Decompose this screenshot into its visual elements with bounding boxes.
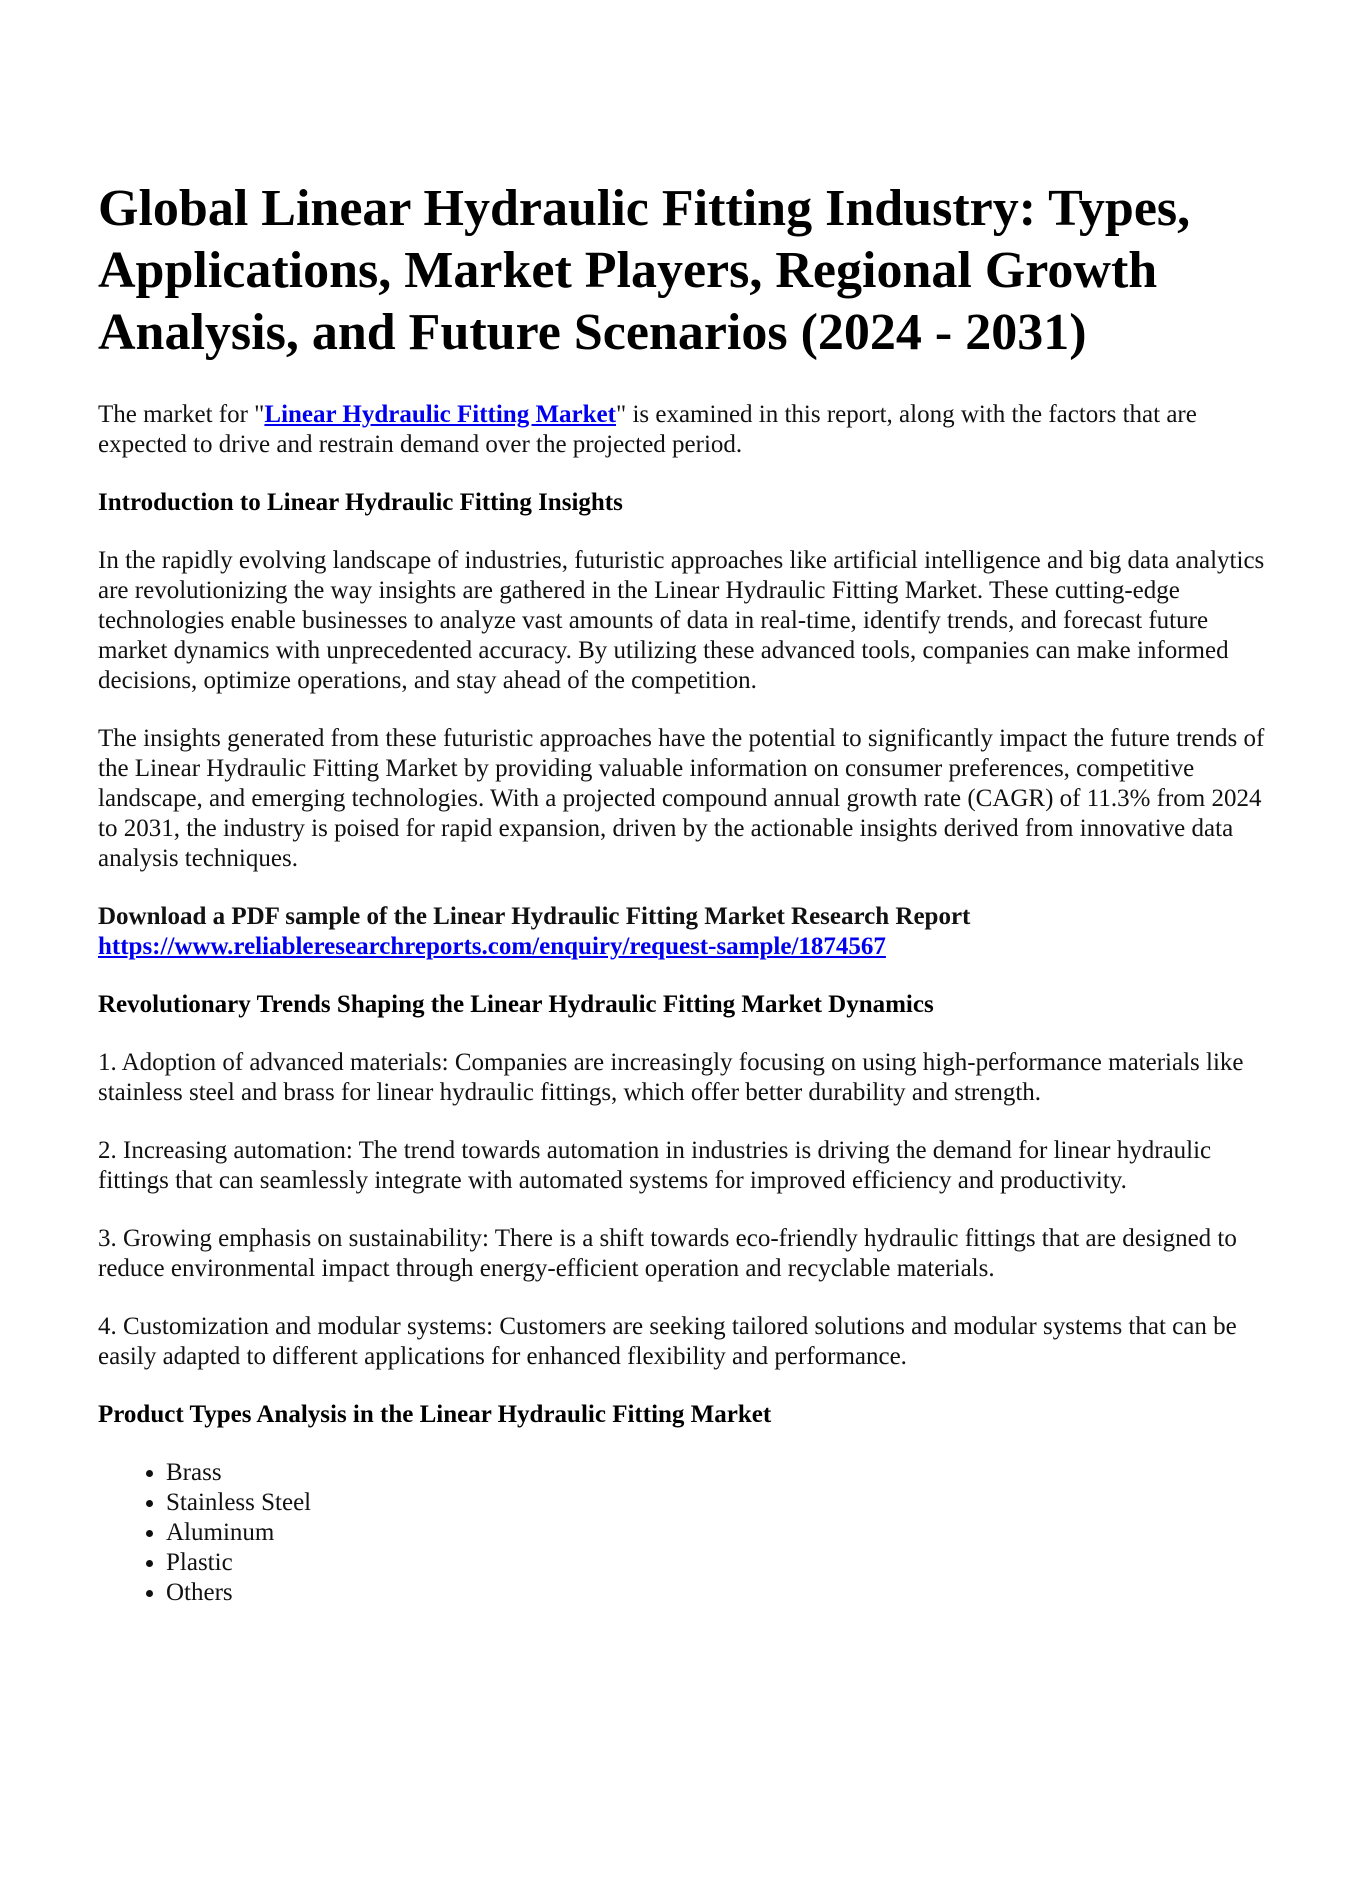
intro-suffix: " is examined in this report, along with the factors that are expected to drive and restrain demand over the projected period. [98,401,1197,458]
section-heading-insights: Introduction to Linear Hydraulic Fitting Insights [98,489,623,516]
list-item: • Aluminum [166,1518,1265,1548]
market-report-link[interactable]: Linear Hydraulic Fitting Market [264,401,616,428]
trend-item: 4. Customization and modular systems: Customers are seeking tailored solutions and modular systems that can be easily adapted to different applications for enhanced flexibility and performance. [98,1313,1237,1370]
list-item: • Plastic [166,1548,1265,1578]
sample-request-link[interactable]: https://www.reliableresearchreports.com/enquiry/request-sample/1874567 [98,933,886,960]
insights-paragraph: In the rapidly evolving landscape of industries, futuristic approaches like artificial intelligence and big data analytics are revolutionizing the way insights are gathered in the Linear Hydraulic Fitting Market. These cutting-edge technologies enable businesses to analyze vast amounts of data in real-time, identify trends, and forecast future market dynamics with unprecedented accuracy. By utilizing these advanced tools, companies can make informed decisions, optimize operations, and stay ahead of the competition. [98,547,1265,694]
trend-item: 2. Increasing automation: The trend towards automation in industries is driving the demand for linear hydraulic fittings that can seamlessly integrate with automated systems for improved efficiency and productivity. [98,1137,1212,1194]
trend-item: 1. Adoption of advanced materials: Companies are increasingly focusing on using high-performance materials like stainless steel and brass for linear hydraulic fittings, which offer better durability and strength. [98,1049,1244,1106]
section-heading-product-types: Product Types Analysis in the Linear Hydraulic Fitting Market [98,1401,772,1428]
list-item: • Stainless Steel [166,1488,1265,1518]
section-heading-trends: Revolutionary Trends Shaping the Linear Hydraulic Fitting Market Dynamics [98,991,934,1018]
list-item: • Brass [166,1458,1265,1488]
intro-prefix: The market for " [98,401,265,428]
intro-paragraph [98,400,1265,460]
insights-paragraph: The insights generated from these futuristic approaches have the potential to significantly impact the future trends of the Linear Hydraulic Fitting Market by providing valuable information on consumer preferences, competitive landscape, and emerging technologies. With a projected compound annual growth rate (CAGR) of 11.3% from 2024 to 2031, the industry is poised for rapid expansion, driven by the actionable insights derived from innovative data analysis techniques. [98,725,1265,872]
trend-item: 3. Growing emphasis on sustainability: There is a shift towards eco-friendly hydraulic fittings that are designed to reduce environmental impact through energy-efficient operation and recyclable materials. [98,1225,1237,1282]
download-block [98,902,1265,962]
product-types-list [98,1458,1265,1608]
page-title: Global Linear Hydraulic Fitting Industry: Types, Applications, Market Players, Regional Growth Analysis, and Future Scenarios (2024 - 2031) [98,180,1191,361]
list-item: • Others [166,1578,1265,1608]
download-label: Download a PDF sample of the Linear Hydraulic Fitting Market Research Report [98,903,971,930]
